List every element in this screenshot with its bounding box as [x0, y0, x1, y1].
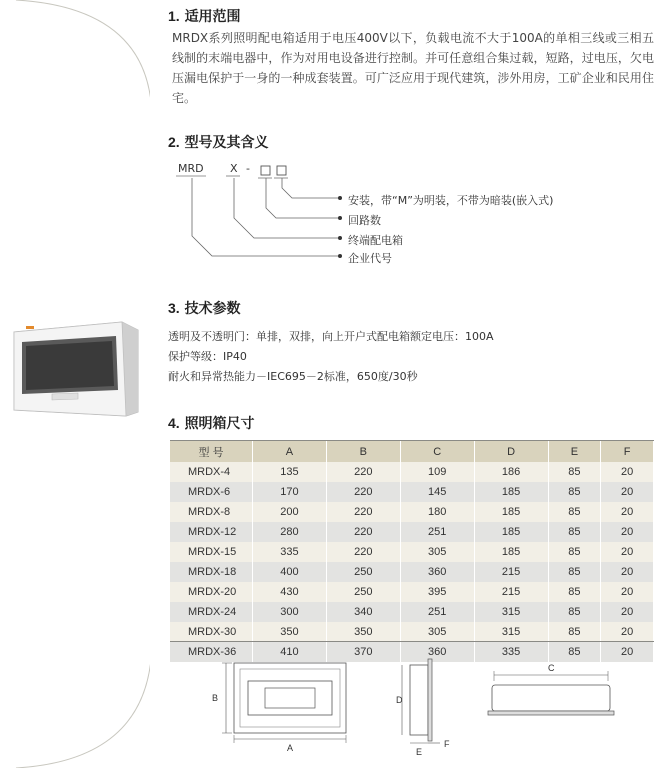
- cell-value: 430: [253, 582, 327, 602]
- section-2-title: 型号及其含义: [184, 135, 269, 151]
- cell-value: 145: [400, 482, 474, 502]
- cell-value: 315: [474, 602, 548, 622]
- cell-value: 85: [548, 642, 601, 662]
- cell-model: MRDX-8: [170, 502, 253, 522]
- cell-model: MRDX-30: [170, 622, 253, 642]
- left-panel: [0, 0, 150, 768]
- table-row: [170, 542, 654, 562]
- header-e: E: [548, 441, 601, 462]
- cell-model: MRDX-18: [170, 562, 253, 582]
- cell-value: 85: [548, 622, 601, 642]
- cell-value: 85: [548, 602, 601, 622]
- section-3-number: 3.: [168, 300, 180, 316]
- table-row: [170, 602, 654, 622]
- header-f: F: [601, 441, 654, 462]
- cell-value: 251: [400, 602, 474, 622]
- cell-value: 20: [601, 562, 654, 582]
- header-a: A: [253, 441, 327, 462]
- cell-value: 400: [253, 562, 327, 582]
- cell-value: 185: [474, 542, 548, 562]
- code-label-enterprise: 企业代号: [348, 252, 392, 265]
- table-body: [170, 462, 654, 662]
- cell-value: 20: [601, 482, 654, 502]
- top-view-drawing: [488, 663, 614, 715]
- table-row: [170, 522, 654, 542]
- header-model: 型 号: [170, 441, 253, 462]
- cell-value: 185: [474, 502, 548, 522]
- cell-value: 360: [400, 562, 474, 582]
- cell-value: 200: [253, 502, 327, 522]
- header-c: C: [400, 441, 474, 462]
- distribution-box-photo: [12, 320, 140, 420]
- cell-value: 85: [548, 462, 601, 482]
- cell-value: 20: [601, 522, 654, 542]
- side-view-drawing: [396, 659, 450, 757]
- cell-value: 360: [400, 642, 474, 662]
- cell-value: 180: [400, 502, 474, 522]
- cell-value: 20: [601, 582, 654, 602]
- cell-model: MRDX-20: [170, 582, 253, 602]
- side-height-label: D: [396, 695, 403, 705]
- cell-model: MRDX-4: [170, 462, 253, 482]
- section-1-number: 1.: [168, 8, 180, 24]
- section-4-heading: [168, 413, 255, 433]
- cell-value: 85: [548, 582, 601, 602]
- section-4-number: 4.: [168, 415, 180, 431]
- cell-value: 20: [601, 462, 654, 482]
- section-2-number: 2.: [168, 134, 180, 150]
- front-view-drawing: [212, 663, 346, 753]
- front-height-label: B: [212, 693, 219, 703]
- cell-value: 300: [253, 602, 327, 622]
- section-1-title: 适用范围: [184, 9, 241, 25]
- cell-value: 170: [253, 482, 327, 502]
- cell-value: 185: [474, 482, 548, 502]
- cell-value: 350: [326, 622, 400, 642]
- cell-value: 215: [474, 562, 548, 582]
- code-label-terminal-box: 终端配电箱: [348, 234, 403, 247]
- cell-model: MRDX-6: [170, 482, 253, 502]
- logo-label: [26, 326, 34, 329]
- cell-value: 251: [400, 522, 474, 542]
- cell-value: 220: [326, 502, 400, 522]
- cell-value: 370: [326, 642, 400, 662]
- cell-value: 220: [326, 522, 400, 542]
- cell-model: MRDX-12: [170, 522, 253, 542]
- cell-value: 280: [253, 522, 327, 542]
- table-row: [170, 622, 654, 642]
- table-header-row: [170, 441, 654, 462]
- code-prefix: MRD: [178, 162, 204, 175]
- cell-value: 185: [474, 522, 548, 542]
- code-x: X: [230, 162, 238, 175]
- cell-value: 305: [400, 622, 474, 642]
- cell-value: 20: [601, 542, 654, 562]
- section-3-title: 技术参数: [184, 301, 241, 317]
- section-4-title: 照明箱尺寸: [184, 416, 255, 432]
- table-row: [170, 482, 654, 502]
- cell-value: 305: [400, 542, 474, 562]
- cell-value: 135: [253, 462, 327, 482]
- model-code-diagram: [170, 156, 650, 266]
- front-width-label: A: [287, 743, 294, 753]
- code-leader-lines: [170, 156, 650, 266]
- cell-value: 220: [326, 462, 400, 482]
- table-row: [170, 502, 654, 522]
- code-dash: -: [246, 162, 250, 175]
- cell-value: 220: [326, 542, 400, 562]
- cell-value: 350: [253, 622, 327, 642]
- section-3-heading: [168, 298, 241, 318]
- cell-model: MRDX-24: [170, 602, 253, 622]
- cell-value: 85: [548, 562, 601, 582]
- cell-value: 395: [400, 582, 474, 602]
- cell-value: 85: [548, 542, 601, 562]
- cell-value: 220: [326, 482, 400, 502]
- section-1-paragraph: MRDX系列照明配电箱适用于电压400V以下，负载电流不大于100A的单相三线或三相五线制的末端电器中，作为对用电设备进行控制。并可任意组合集过载，短路，过电压，欠电压漏电保护于一身的一种成套装置。可广泛应用于现代建筑，涉外用房，工矿企业和民用住宅。: [172, 31, 654, 105]
- cell-model: MRDX-15: [170, 542, 253, 562]
- section-1-heading: [168, 6, 241, 26]
- dimensions-table: [170, 441, 654, 662]
- spec-line-1: 透明及不透明门：单排，双排，向上开户式配电箱额定电压：100A: [168, 330, 494, 343]
- cell-value: 85: [548, 482, 601, 502]
- cell-value: 20: [601, 502, 654, 522]
- cell-model: MRDX-36: [170, 642, 253, 662]
- spec-line-2: 保护等级：IP40: [168, 350, 247, 363]
- content: [160, 0, 655, 768]
- cell-value: 340: [326, 602, 400, 622]
- cell-value: 85: [548, 502, 601, 522]
- cell-value: 20: [601, 622, 654, 642]
- cell-value: 186: [474, 462, 548, 482]
- cell-value: 250: [326, 562, 400, 582]
- cell-value: 335: [253, 542, 327, 562]
- top-width-label: C: [548, 663, 555, 673]
- spec-line-3: 耐火和异常热能力－IEC695－2标准，650度/30秒: [168, 370, 418, 383]
- cell-value: 20: [601, 642, 654, 662]
- code-label-installation: 安装，带“M”为明装，不带为暗装(嵌入式): [348, 194, 554, 207]
- cell-value: 109: [400, 462, 474, 482]
- cell-value: 335: [474, 642, 548, 662]
- code-label-circuits: 回路数: [348, 214, 381, 227]
- dimension-drawings: [170, 655, 654, 760]
- table-row: [170, 582, 654, 602]
- cell-value: 85: [548, 522, 601, 542]
- cell-value: 20: [601, 602, 654, 622]
- cell-value: 215: [474, 582, 548, 602]
- side-flange-label: F: [444, 739, 450, 749]
- side-depth-label: E: [416, 747, 423, 757]
- cell-value: 250: [326, 582, 400, 602]
- header-d: D: [474, 441, 548, 462]
- cell-value: 410: [253, 642, 327, 662]
- table-row: [170, 462, 654, 482]
- table-bottom-rule: [170, 641, 654, 642]
- table-row: [170, 562, 654, 582]
- header-b: B: [326, 441, 400, 462]
- cell-value: 315: [474, 622, 548, 642]
- section-2-heading: [168, 132, 269, 152]
